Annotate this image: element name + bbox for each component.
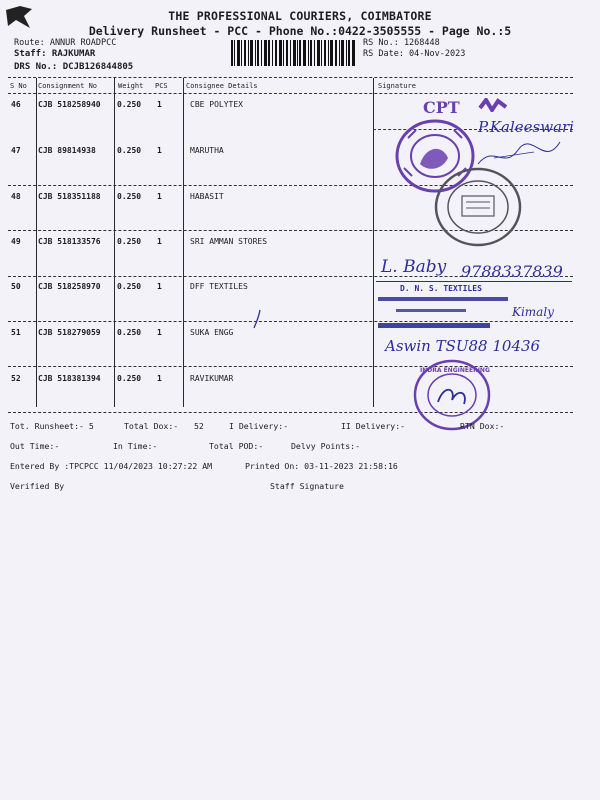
row-weight: 0.250	[117, 146, 142, 155]
drs-number: DRS No.: DCJB126844805	[14, 62, 134, 72]
row-weight: 0.250	[117, 100, 142, 109]
stamp-ink-smudge	[478, 98, 508, 112]
staff-signature-label: Staff Signature	[270, 481, 344, 491]
company-address-stamp	[376, 293, 516, 333]
row-sno: 47	[11, 146, 21, 155]
row-consignment-no: CJB 518258970	[38, 282, 101, 291]
receiver-phone: 9788337839	[461, 262, 563, 281]
rtn-dox-label: RTN Dox:-	[460, 421, 505, 431]
col-header-sno: S No	[10, 82, 27, 90]
row-sno: 49	[11, 237, 21, 246]
staff-label: Staff: RAJKUMAR	[14, 49, 96, 59]
col-header-weight: Weight	[118, 82, 144, 90]
row-consignment-no: CJB 518381394	[38, 374, 101, 383]
col-header-signature: Signature	[378, 82, 416, 90]
out-time-label: Out Time:-	[10, 441, 60, 451]
row-pcs: 1	[157, 192, 162, 201]
row-consignee: DFF TEXTILES	[190, 282, 248, 291]
row-weight: 0.250	[117, 237, 142, 246]
signature-kaleeswari: P.Kaleeswari	[478, 118, 574, 136]
table-top-rule	[8, 77, 573, 78]
total-pod-label: Total POD:-	[209, 441, 264, 451]
printed-on: Printed On: 03-11-2023 21:58:16	[245, 461, 398, 471]
row-consignment-no: CJB 518279059	[38, 328, 101, 337]
row-pcs: 1	[157, 237, 162, 246]
row-consignment-no: CJB 518133576	[38, 237, 101, 246]
row-weight: 0.250	[117, 374, 142, 383]
handwritten-underline	[376, 281, 572, 282]
indra-stamp-label: INDRA ENGINEERING	[420, 367, 490, 374]
row-pcs: 1	[157, 100, 162, 109]
route-label: Route: ANNUR ROADPCC	[14, 38, 117, 48]
grey-round-stamp	[432, 166, 524, 248]
stamp-cpt-text: CPT	[423, 98, 460, 117]
row-pcs: 1	[157, 146, 162, 155]
ii-delivery-label: II Delivery:-	[341, 421, 406, 431]
column-divider	[114, 78, 115, 407]
row-weight: 0.250	[117, 192, 142, 201]
header-bottom-rule	[8, 93, 573, 94]
column-divider	[373, 78, 374, 407]
row-consignee: HABASIT	[190, 192, 224, 201]
total-dox-value: 52	[194, 421, 204, 431]
aswin-note: Aswin TSU88 10436	[385, 337, 541, 355]
runsheet-subtitle: Delivery Runsheet - PCC - Phone No.:0422-3505555 - Page No.:5	[88, 24, 512, 38]
row-sno: 50	[11, 282, 21, 291]
col-header-pcs: PCS	[155, 82, 168, 90]
rs-number: RS No.: 1268448	[363, 38, 440, 48]
company-stamp-text: D. N. S. TEXTILES	[400, 284, 482, 293]
row-consignment-no: CJB 89814938	[38, 146, 96, 155]
row-consignment-no: CJB 518258940	[38, 100, 101, 109]
receiver-name: L. Baby	[381, 257, 447, 277]
total-dox-label: Total Dox:-	[124, 421, 179, 431]
row-sno: 46	[11, 100, 21, 109]
company-title: THE PROFESSIONAL COURIERS, COIMBATORE	[168, 9, 432, 23]
row-pcs: 1	[157, 282, 162, 291]
i-delivery-label: I Delivery:-	[229, 421, 289, 431]
total-runsheet: Tot. Runsheet:- 5	[10, 421, 94, 431]
col-header-consignee: Consignee Details	[186, 82, 258, 90]
row-consignee: SUKA ENGG	[190, 328, 234, 337]
pen-tick-mark	[250, 309, 264, 329]
col-header-consignment: Consignment No	[38, 82, 98, 90]
row-weight: 0.250	[117, 328, 142, 337]
row-consignment-no: CJB 518351188	[38, 192, 101, 201]
entered-by: Entered By :TPCPCC 11/04/2023 10:27:22 AM	[10, 461, 213, 471]
row-consignee: RAVIKUMAR	[190, 374, 234, 383]
row-pcs: 1	[157, 328, 162, 337]
in-time-label: In Time:-	[113, 441, 158, 451]
row-sno: 48	[11, 192, 21, 201]
row-sno: 52	[11, 374, 21, 383]
row-consignee: CBE POLYTEX	[190, 100, 243, 109]
column-divider	[36, 78, 37, 407]
signature-kimaly: Kimaly	[512, 305, 554, 319]
row-consignee: SRI AMMAN STORES	[190, 237, 268, 246]
delvy-points-label: Delvy Points:-	[291, 441, 361, 451]
row-sno: 51	[11, 328, 21, 337]
verified-by-label: Verified By	[10, 481, 65, 491]
row-consignee: MARUTHA	[190, 146, 224, 155]
row-weight: 0.250	[117, 282, 142, 291]
barcode	[231, 40, 355, 66]
rs-date: RS Date: 04-Nov-2023	[363, 49, 466, 59]
row-pcs: 1	[157, 374, 162, 383]
column-divider	[183, 78, 184, 407]
